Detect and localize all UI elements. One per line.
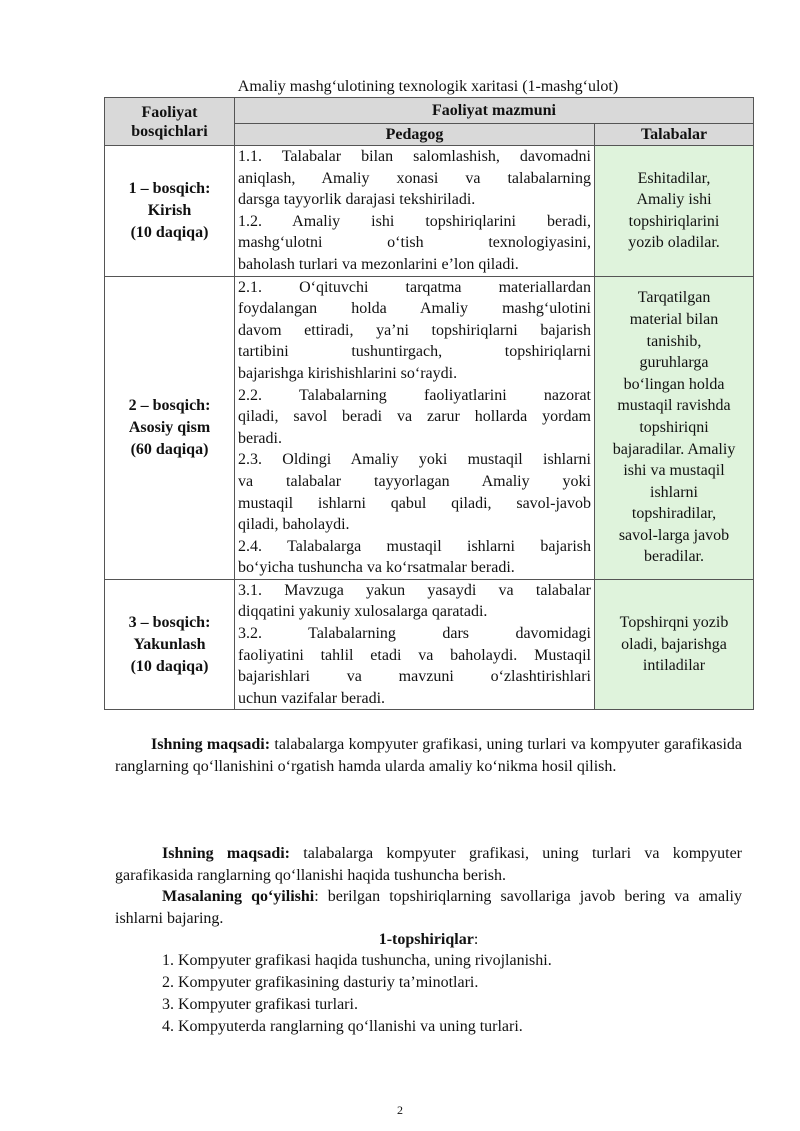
stage-column-header: Faoliyat bosqichlari xyxy=(105,98,235,146)
tasks-title: 1-topshiriqlar: xyxy=(378,931,479,948)
table-row xyxy=(105,146,754,277)
table-caption: Amaliy mashg‘ulotining texnologik xaritasi (1-mashg‘ulot) xyxy=(237,78,619,95)
solution-paragraph xyxy=(115,886,742,930)
list-item: 4. Kompyuterda ranglarning qo‘llanishi va uning turlari. xyxy=(162,1018,523,1035)
students-column-header: Talabalar xyxy=(595,124,754,146)
technology-map-table xyxy=(104,97,754,710)
goal-paragraph-1 xyxy=(115,734,742,778)
list-item: 3. Kompyuter grafikasi turlari. xyxy=(162,996,358,1013)
stage-cell: 2 – bosqich: Asosiy qism (60 daqiqa) xyxy=(105,276,235,579)
list-item: 2. Kompyuter grafikasining dasturiy ta’minotlari. xyxy=(162,974,479,991)
table-row xyxy=(105,276,754,579)
list-item: 1. Kompyuter grafikasi haqida tushuncha, uning rivojlanishi. xyxy=(162,952,552,969)
students-cell: Tarqatilgan material bilan tanishib, guruhlarga bo‘lingan holda mustaqil ravishda topshiriqni bajaradilar. Amaliy ishi va mustaqil ishlarni topshiradilar, savol-larga javob beradilar. xyxy=(595,276,754,579)
pedagog-cell: 2.1. O‘qituvchi tarqatma materiallardan foydalangan holda Amaliy mashg‘ulotini davom ettiradi, ya’ni topshiriqlarni bajarish tartibini tushuntirgach, topshiriqlarni bajarishga kirishishlarini so‘raydi. 2.2. Talabalarning faoliyatlarini nazorat qiladi, savol beradi va zarur hollarda yordam beradi. 2.3. Oldingi Amaliy yoki mustaqil ishlarni va talabalar tayyorlagan Amaliy yoki mustaqil ishlarni qabul qiladi, savol-javob qiladi, baholaydi. 2.4. Talabalarga mustaqil ishlarni bajarish bo‘yicha tushuncha va ko‘rsatmalar beradi. xyxy=(235,276,595,579)
table-row xyxy=(105,579,754,710)
content-column-header: Faoliyat mazmuni xyxy=(235,98,754,124)
pedagog-cell: 1.1. Talabalar bilan salomlashish, davomadni aniqlash, Amaliy xonasi va talabalarning darsga tayyorlik darajasi tekshiriladi. 1.2. Amaliy ishi topshiriqlarini beradi, mashg‘ulotni o‘tish texnologiyasini, baholash turlari va mezonlarini e’lon qiladi. xyxy=(235,146,595,277)
students-cell: Eshitadilar, Amaliy ishi topshiriqlarini yozib oladilar. xyxy=(595,146,754,277)
pedagog-column-header: Pedagog xyxy=(235,124,595,146)
solution-label: Masalaning qo‘yilishi xyxy=(162,888,315,905)
pedagog-cell: 3.1. Mavzuga yakun yasaydi va talabalar diqqatini yakuniy xulosalarga qaratadi. 3.2. Talabalarning dars davomidagi faoliyatini tahlil etadi va baholaydi. Mustaqil bajarishlari va mavzuni o‘zlashtirishlari uchun vazifalar beradi. xyxy=(235,579,595,710)
goal-label: Ishning maqsadi: xyxy=(151,736,271,753)
solution-text: : berilgan topshiriqlarning savollariga javob bering va amaliy ishlarni bajaring. xyxy=(115,888,742,927)
goal-paragraph-2 xyxy=(115,843,742,887)
page-number: 2 xyxy=(397,1103,403,1117)
students-cell: Topshirqni yozib oladi, bajarishga intiladilar xyxy=(595,579,754,710)
goal-text: talabalarga kompyuter grafikasi, uning turlari va kompyuter garafikasida ranglarning qo‘llanishini o‘rgatish hamda ularda amaliy ko‘nikma hosil qilish. xyxy=(115,736,742,775)
stage-cell: 1 – bosqich: Kirish (10 daqiqa) xyxy=(105,146,235,277)
stage-cell: 3 – bosqich: Yakunlash (10 daqiqa) xyxy=(105,579,235,710)
goal-label: Ishning maqsadi: xyxy=(162,845,290,862)
tasks-list xyxy=(162,950,552,1038)
goal-text: talabalarga kompyuter grafikasi, uning turlari va kompyuter garafikasida ranglarning qo‘llanishi haqida tushuncha berish. xyxy=(115,845,743,884)
